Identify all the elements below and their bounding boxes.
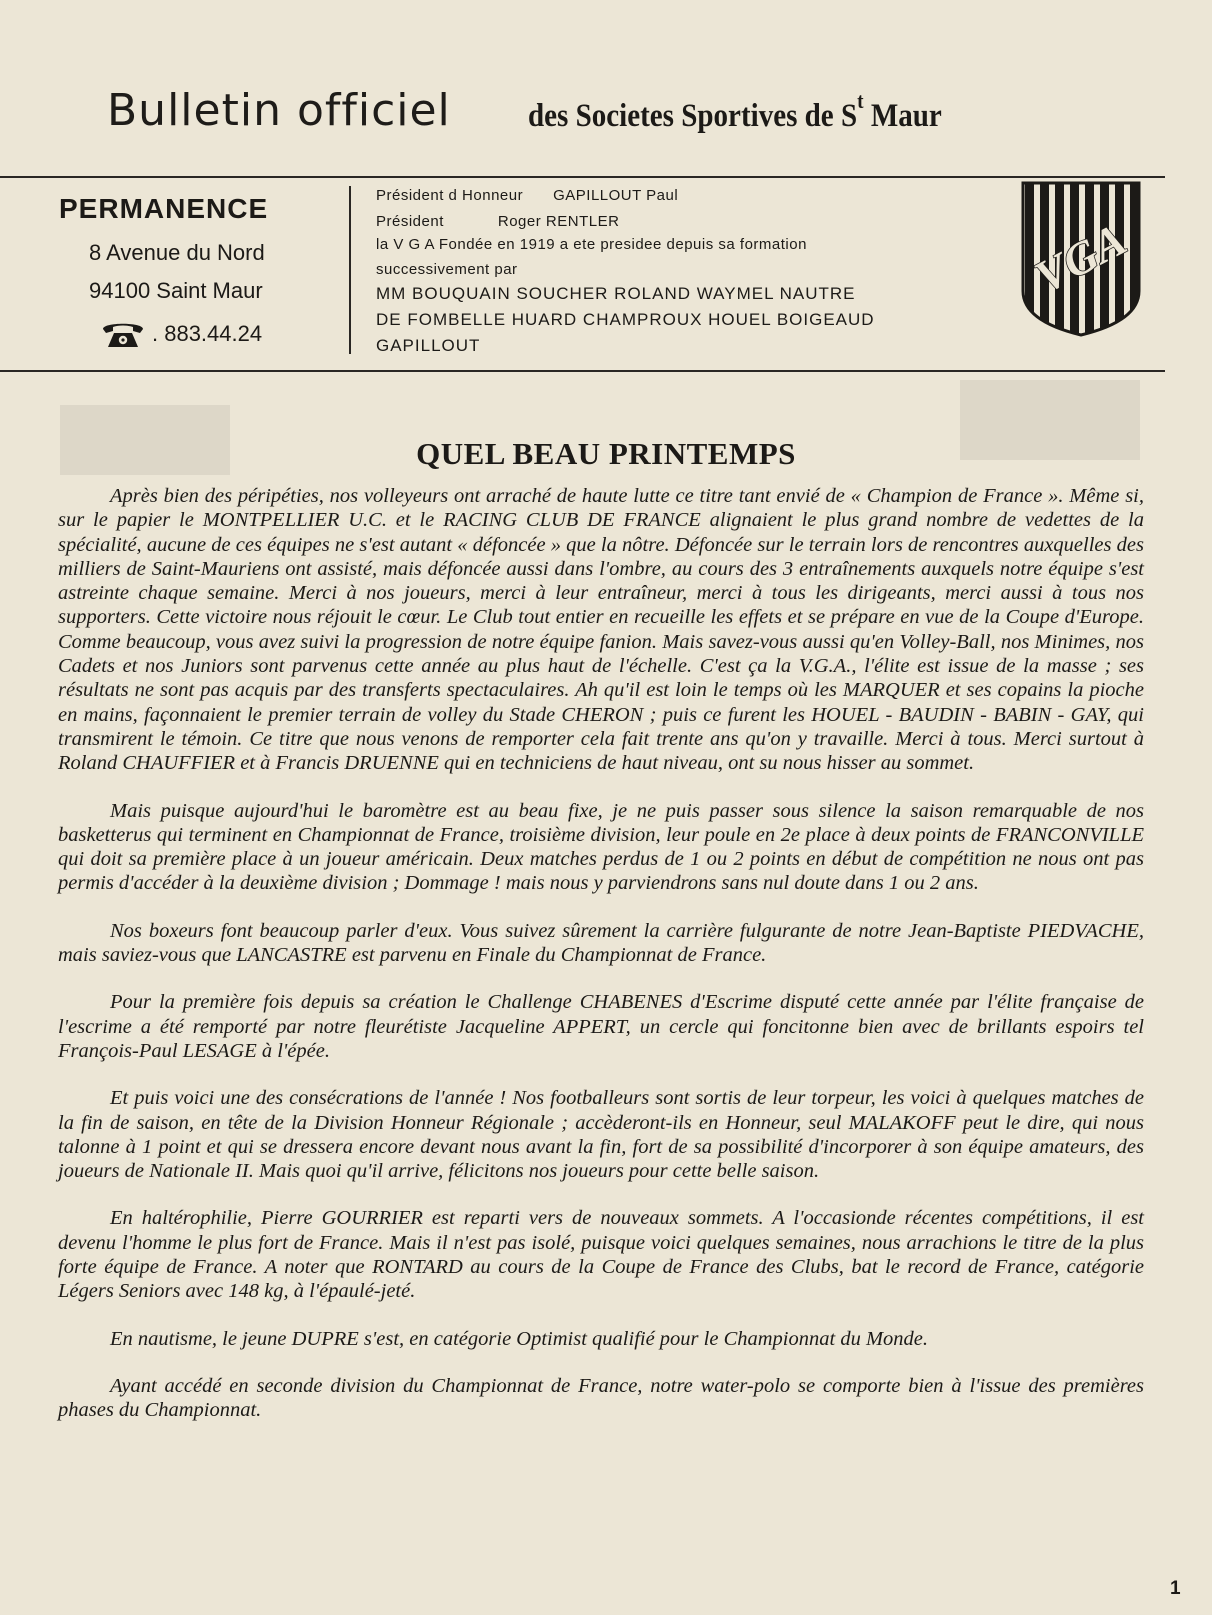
bulletin-title: Bulletin officiel xyxy=(107,85,451,136)
president-line xyxy=(376,213,619,230)
masthead xyxy=(0,0,1212,170)
honorary-label: Président d Honneur xyxy=(376,187,524,204)
history-line-2: successivement par xyxy=(376,261,518,278)
vertical-divider xyxy=(349,186,351,354)
presidents-names-3: GAPILLOUT xyxy=(376,336,481,355)
subtitle-superscript: t xyxy=(857,88,864,113)
vga-shield-logo xyxy=(1021,181,1141,337)
phone-row xyxy=(100,318,262,350)
honorary-president-line xyxy=(376,187,678,204)
paragraph-water-polo: Ayant accédé en seconde division du Championnat de France, notre water-polo se comporte bien à l'issue des premières phases du Championnat. xyxy=(58,1374,1144,1422)
presidents-names-1: MM BOUQUAIN SOUCHER ROLAND WAYMEL NAUTRE xyxy=(376,284,856,303)
subtitle-main: des Societes Sportives de S xyxy=(528,98,858,134)
history-line-1: la V G A Fondée en 1919 a ete presidee depuis sa formation xyxy=(376,236,807,253)
page-number: 1 xyxy=(1170,1578,1181,1599)
paragraph-football: Et puis voici une des consécrations de l'année ! Nos footballeurs sont sortis de leur torpeur, les voici à quelques matches de la fin de saison, en tête de la Division Honneur Régionale ; accèderont-ils en Honneur, seul MALAKOFF peut le dire, qui nous talonne à 1 point et qui se dressera encore devant nous avant la fin, fort de sa possibilité d'incorporer à son équipe amateurs, des joueurs de Nationale II. Mais quoi qu'il arrive, félicitons nos joueurs pour cette belle saison. xyxy=(58,1087,1144,1183)
address-line-2: 94100 Saint Maur xyxy=(89,278,263,303)
honorary-name: GAPILLOUT Paul xyxy=(553,187,679,204)
paragraph-boxe: Nos boxeurs font beaucoup parler d'eux. Vous suivez sûrement la carrière fulgurante de notre Jean-Baptiste PIEDVACHE, mais saviez-vous que LANCASTRE est parvenu en Finale du Championnat de France. xyxy=(58,919,1144,967)
president-label: Président xyxy=(376,213,444,230)
permanence-title: PERMANENCE xyxy=(59,193,269,224)
paragraph-basket: Mais puisque aujourd'hui le baromètre est au beau fixe, je ne puis passer sous silence la saison remarquable de nos basketterus qui terminent en Championnat de France, troisième division, leur poule en 2e place à deux points de FRANCONVILLE qui doit sa première place à un joueur américain. Deux matches perdus de 1 ou 2 points en début de compétition ne nous ont pas permis d'accéder à la deuxième division ; Dommage ! mais nous y parviendrons sans nul doute dans 1 ou 2 ans. xyxy=(58,799,1144,895)
telephone-icon xyxy=(100,318,146,350)
article-body xyxy=(58,484,1144,1446)
logo-text: VGA xyxy=(1026,213,1135,303)
article-title: QUEL BEAU PRINTEMPS xyxy=(416,435,796,471)
paragraph-escrime: Pour la première fois depuis sa création le Challenge CHABENES d'Escrime disputé cette année par l'élite française de l'escrime a été remporté par notre fleurétiste Jacqueline APPERT, un cercle qui foncitonne bien avec de brillants espoirs tel François-Paul LESAGE à l'épée. xyxy=(58,991,1144,1062)
presidents-names-2: DE FOMBELLE HUARD CHAMPROUX HOUEL BOIGEAUD xyxy=(376,310,875,329)
paragraph-volley: Après bien des péripéties, nos volleyeurs ont arraché de haute lutte ce titre tant envié de « Champion de France ». Même si, sur le papier le MONTPELLIER U.C. et le RACING CLUB DE FRANCE alignaient le plus grand nombre de vedettes de la spécialité, aucune de ces équipes ne s'est autant « défoncée » que la nôtre. Défoncée sur le terrain lors de rencontres auxquelles des milliers de Saint-Mauriens ont assisté, mais défoncée aussi dans l'ombre, au cours des 3 entraînements auxquels notre équipe s'est astreinte chaque semaine. Merci à nos joueurs, merci à leur entraîneur, merci à tous les dirigeants, merci aussi à tous nos supporters. Cette victoire nous réjouit le cœur. Le Club tout entier en recueille les effets et se prépare en vue de la Coupe d'Europe. Comme beaucoup, vous avez suivi la progression de notre équipe fanion. Mais savez-vous aussi qu'en Volley-Ball, nos Minimes, nos Cadets et nos Juniors sont parvenus cette année au plus haut de l'échelle. C'est ça la V.G.A., l'élite est issue de la masse ; ses résultats ne sont pas acquis par des transferts spectaculaires. Ah qu'il est loin le temps où les MARQUER et ses copains la pioche en mains, façonnaient le premier terrain de volley du Stade CHERON ; puis ce furent les HOUEL - BAUDIN - BABIN - GAY, qui transmirent le témoin. Ce titre que nous venons de remporter cela fait trente ans qu'on y travaille. Merci à tous. Merci surtout à Roland CHAUFFIER et à Francis DRUENNE qui en techniciens de haut niveau, ont su nous hisser au sommet. xyxy=(58,485,1144,775)
bulletin-subtitle xyxy=(528,88,942,135)
president-name: Roger RENTLER xyxy=(497,213,620,230)
address-line-1: 8 Avenue du Nord xyxy=(89,240,265,265)
paragraph-halterophilie: En haltérophilie, Pierre GOURRIER est reparti vers de nouveaux sommets. A l'occasionde récentes compétitions, il est devenu l'homme le plus fort de France. Mais il n'est pas isolé, puisque voici quelques semaines, nous arrachions le titre de la plus forte équipe de France. A noter que RONTARD au cours de la Coupe de France des Clubs, bat le record de France, catégorie Légers Seniors avec 148 kg, à l'épaulé-jeté. xyxy=(58,1207,1144,1303)
top-divider xyxy=(0,176,1165,178)
phone-number: . 883.44.24 xyxy=(152,321,263,346)
bottom-divider xyxy=(0,370,1165,372)
paragraph-nautisme: En nautisme, le jeune DUPRE s'est, en catégorie Optimist qualifié pour le Championnat du Monde. xyxy=(110,1327,928,1350)
subtitle-end: Maur xyxy=(863,98,942,134)
